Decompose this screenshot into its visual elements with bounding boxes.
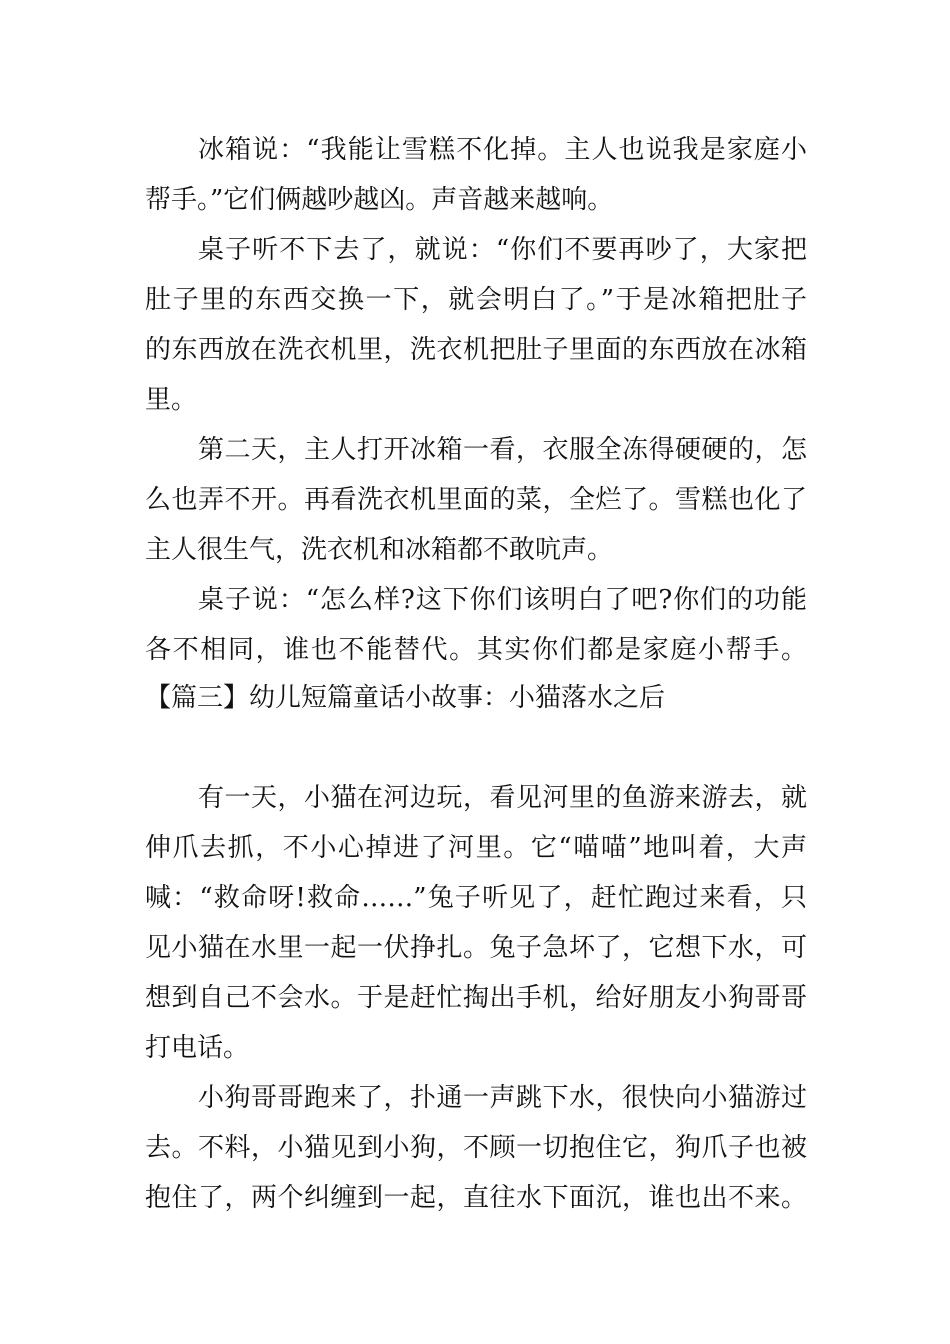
section-heading: 【篇三】幼儿短篇童话小故事：小猫落水之后	[145, 683, 666, 713]
text-line: 打电话。	[145, 1033, 250, 1063]
text-line: 冰箱说：“我能让雪糕不化掉。主人也说我是家庭小	[198, 135, 807, 165]
text-line: 去。不料，小猫见到小狗，不顾一切抱住它，狗爪子也被	[145, 1133, 807, 1163]
text-line: 抱住了，两个纠缠到一起，直往水下面沉，谁也出不来。	[145, 1183, 807, 1213]
text-line: 么也弄不开。再看洗衣机里面的菜，全烂了。雪糕也化了	[145, 485, 807, 515]
text-line: 各不相同，谁也不能替代。其实你们都是家庭小帮手。	[145, 635, 807, 665]
text-line: 肚子里的东西交换一下，就会明白了。”于是冰箱把肚子	[145, 285, 807, 315]
text-line: 里。	[145, 385, 198, 415]
text-line: 的东西放在洗衣机里，洗衣机把肚子里面的东西放在冰箱	[145, 335, 807, 365]
text-line: 见小猫在水里一起一伏挣扎。兔子急坏了，它想下水，可	[145, 933, 807, 963]
text-line: 喊：“救命呀!救命……”兔子听见了，赶忙跑过来看，只	[145, 883, 807, 913]
text-line: 有一天，小猫在河边玩，看见河里的鱼游来游去，就	[198, 783, 807, 813]
text-line: 小狗哥哥跑来了，扑通一声跳下水，很快向小猫游过	[198, 1083, 807, 1113]
text-line: 想到自己不会水。于是赶忙掏出手机，给好朋友小狗哥哥	[145, 983, 807, 1013]
text-line: 帮手。”它们俩越吵越凶。声音越来越响。	[145, 185, 614, 215]
text-line: 桌子听不下去了，就说：“你们不要再吵了，大家把	[198, 235, 807, 265]
text-line: 第二天，主人打开冰箱一看，衣服全冻得硬硬的，怎	[198, 435, 807, 465]
text-line: 主人很生气，洗衣机和冰箱都不敢吭声。	[145, 535, 614, 565]
text-line: 桌子说：“怎么样?这下你们该明白了吧?你们的功能	[198, 585, 807, 615]
text-line: 伸爪去抓，不小心掉进了河里。它“喵喵”地叫着，大声	[145, 833, 807, 863]
